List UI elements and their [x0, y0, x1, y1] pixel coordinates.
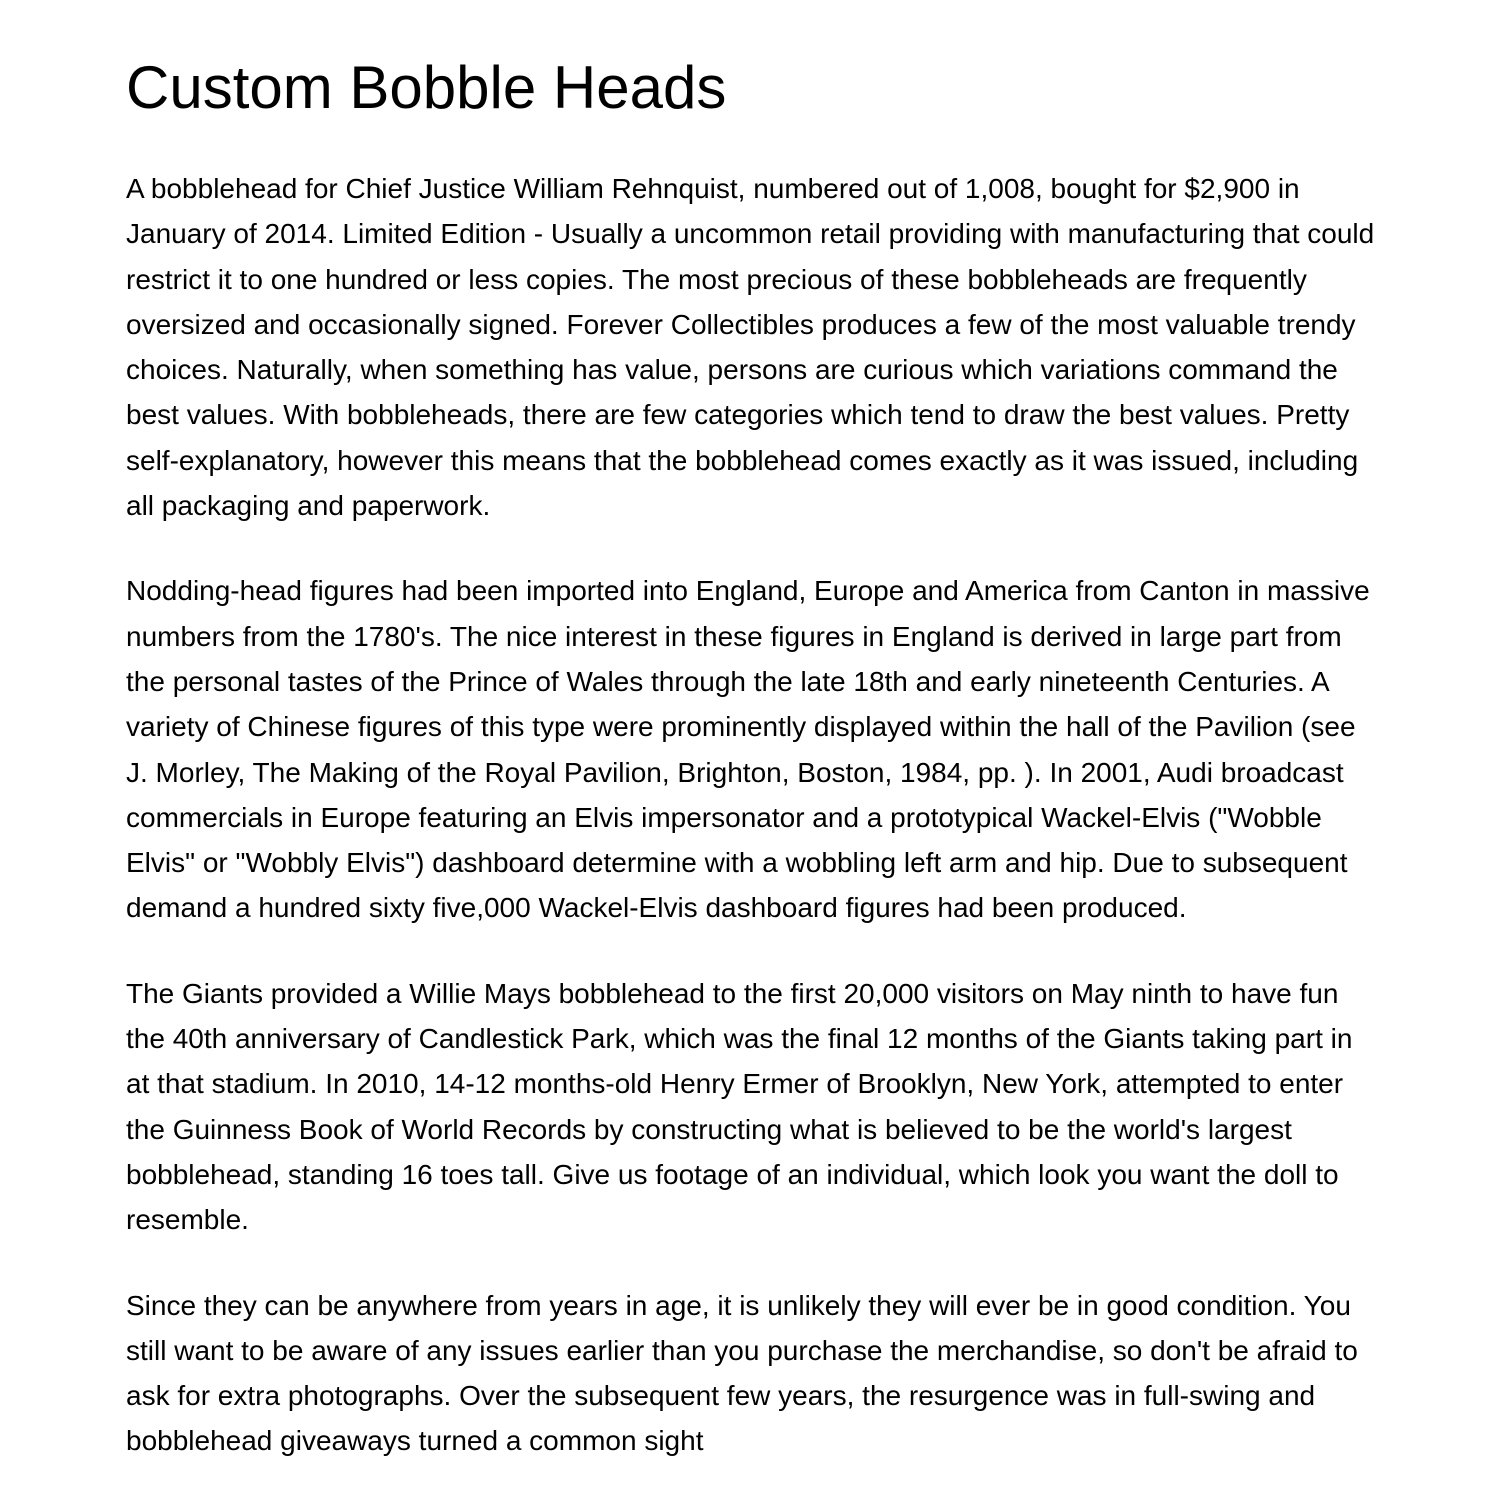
- page-title: Custom Bobble Heads: [126, 54, 727, 121]
- paragraph-2: Nodding-head figures had been imported into England, Europe and America from Canton in massive numbers from the 1780's. The nice interest in these figures in England is derived in large part from the personal tastes of the Prince of Wales through the late 18th and early nineteenth Centuries. A variety of Chinese figures of this type were prominently displayed within the hall of the Pavilion (see J. Morley, The Making of the Royal Pavilion, Brighton, Boston, 1984, pp. ). In 2001, Audi broadcast commercials in Europe featuring an Elvis impersonator and a prototypical Wackel-Elvis ("Wobble Elvis" or "Wobbly Elvis") dashboard determine with a wobbling left arm and hip. Due to subsequent demand a hundred sixty five,000 Wackel-Elvis dashboard figures had been produced.: [126, 575, 1370, 924]
- paragraph-1: A bobblehead for Chief Justice William Rehnquist, numbered out of 1,008, bought for $2,900 in January of 2014. Limited Edition - Usually a uncommon retail providing with manufacturing that could restrict it to one hundred or less copies. The most precious of these bobbleheads are frequently oversized and occasionally signed. Forever Collectibles produces a few of the most valuable trendy choices. Naturally, when something has value, persons are curious which variations command the best values. With bobbleheads, there are few categories which tend to draw the best values. Pretty self-explanatory, however this means that the bobblehead comes exactly as it was issued, including all packaging and paperwork.: [126, 173, 1375, 522]
- paragraph-3: The Giants provided a Willie Mays bobblehead to the first 20,000 visitors on May ninth to have fun the 40th anniversary of Candlestick Park, which was the final 12 months of the Giants taking part in at that stadium. In 2010, 14-12 months-old Henry Ermer of Brooklyn, New York, attempted to enter the Guinness Book of World Records by constructing what is believed to be the world's largest bobblehead, standing 16 toes tall. Give us footage of an individual, which look you want the doll to resemble.: [126, 977, 1353, 1236]
- document-body: [126, 166, 1376, 1504]
- paragraph-4: Since they can be anywhere from years in age, it is unlikely they will ever be in good condition. You still want to be aware of any issues earlier than you purchase the merchandise, so don't be afraid to ask for extra photographs. Over the subsequent few years, the resurgence was in full-swing and bobblehead giveaways turned a common sight: [126, 1289, 1358, 1457]
